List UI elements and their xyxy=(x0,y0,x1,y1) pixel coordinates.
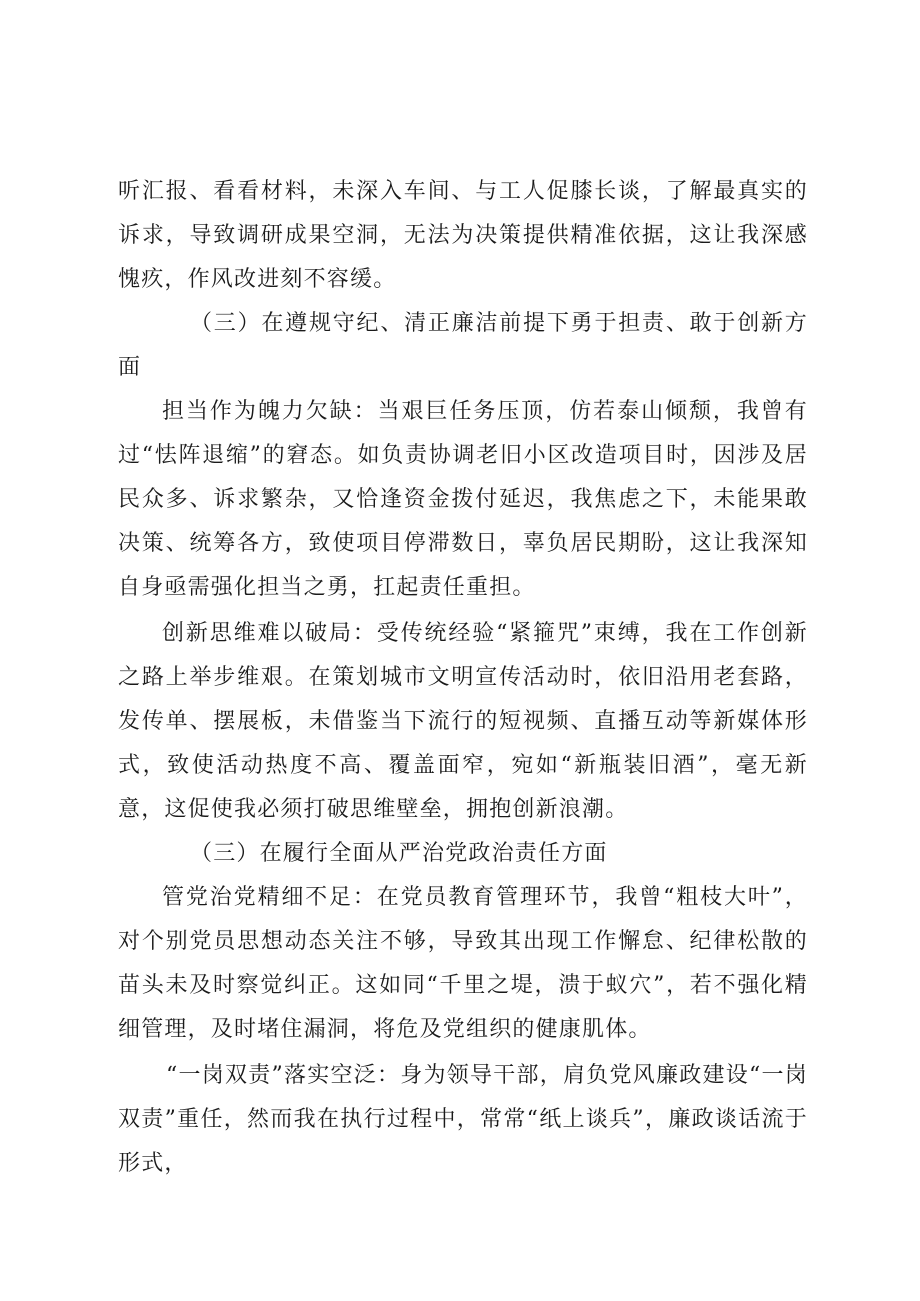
document-body xyxy=(118,170,808,1186)
paragraph-party-management: 管党治党精细不足：在党员教育管理环节，我曾“粗枝大叶”，对个别党员思想动态关注不够，导致其出现工作懈怠、纪律松散的苗头未及时察觉纠正。这如同“千里之堤，溃于蚁穴”，若不强化精细管理，及时堵住漏洞，将危及党组织的健康肌体。 xyxy=(118,885,808,1042)
section-heading-integrity: （三）在遵规守纪、清正廉洁前提下勇于担责、敢于创新方面 xyxy=(118,311,808,380)
paragraph-continuation: 听汇报、看看材料，未深入车间、与工人促膝长谈，了解最真实的诉求，导致调研成果空洞，无法为决策提供精准依据，这让我深感愧疚，作风改进刻不容缓。 xyxy=(118,179,808,292)
paragraph-innovation: 创新思维难以破局：受传统经验“紧箍咒”束缚，我在工作创新之路上举步维艰。在策划城市文明宣传活动时，依旧沿用老套路，发传单、摆展板，未借鉴当下流行的短视频、直播互动等新媒体形式，致使活动热度不高、覆盖面窄，宛如“新瓶装旧酒”，毫无新意，这促使我必须打破思维壁垒，拥抱创新浪潮。 xyxy=(118,621,808,822)
paragraph-responsibility: 担当作为魄力欠缺：当艰巨任务压顶，仿若泰山倾颓，我曾有过“怯阵退缩”的窘态。如负责协调老旧小区改造项目时，因涉及居民众多、诉求繁杂，又恰逢资金拨付延迟，我焦虑之下，未能果敢决策、统筹各方，致使项目停滞数日，辜负居民期盼，这让我深知自身亟需强化担当之勇，扛起责任重担。 xyxy=(118,399,808,600)
section-heading-party-governance: （三）在履行全面从严治党政治责任方面 xyxy=(190,841,608,866)
paragraph-dual-responsibility: “一岗双责”落实空泛：身为领导干部，肩负党风廉政建设“一岗双责”重任，然而我在执行过程中，常常“纸上谈兵”，廉政谈话流于形式， xyxy=(118,1063,808,1176)
